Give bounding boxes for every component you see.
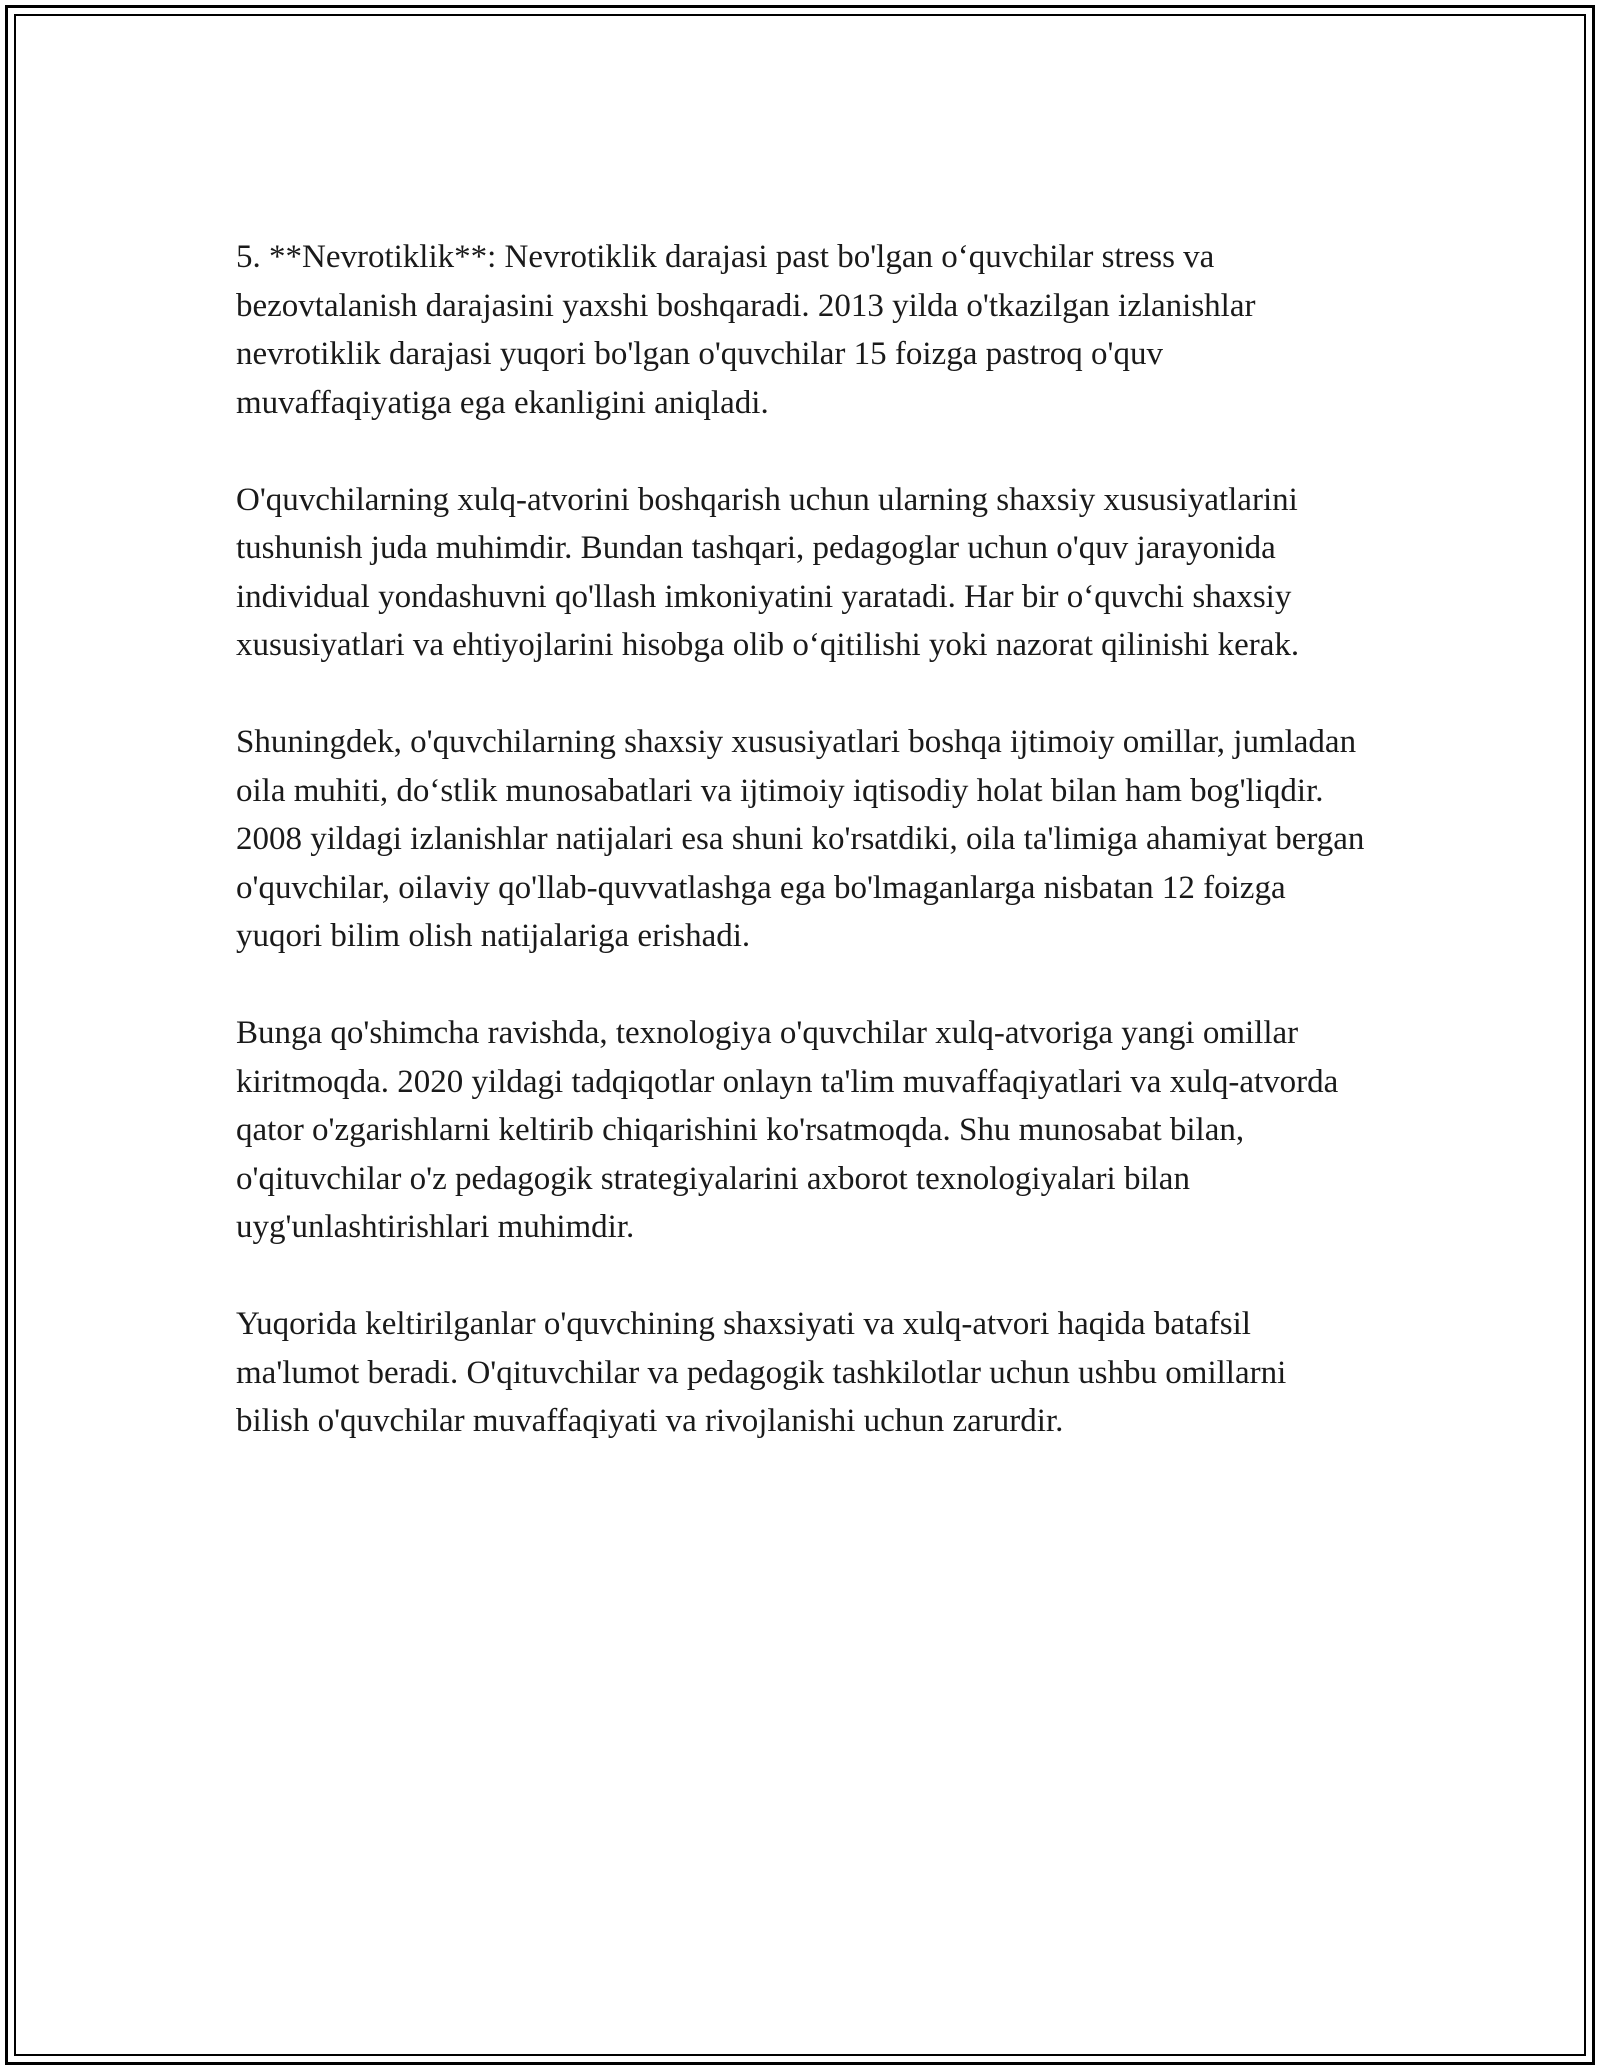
paragraph-technology: Bunga qo'shimcha ravishda, texnologiya o'quvchilar xulq-atvoriga yangi omillar kiritmoqda. 2020 yildagi tadqiqotlar onlayn ta'lim muvaffaqiyatlari va xulq-atvorda qator o'zgarishlarni keltirib chiqarishini ko'rsatmoqda. Shu munosabat bilan, o'qituvchilar o'z pedagogik strategiyalarini axborot texnologiyalari bilan uyg'unlashtirishlari muhimdir. xyxy=(236,1015,1339,1245)
paragraph-social-factors: Shuningdek, o'quvchilarning shaxsiy xususiyatlari boshqa ijtimoiy omillar, jumladan oila muhiti, do‘stlik munosabatlari va ijtimoiy iqtisodiy holat bilan ham bog'liqdir. 2008 yildagi izlanishlar natijalari esa shuni ko'rsatdiki, oila ta'limiga ahamiyat bergan o'quvchilar, oilaviy qo'llab-quvvatlashga ega bo'lmaganlarga nisbatan 12 foizga yuqori bilim olish natijalariga erishadi. xyxy=(236,724,1365,954)
document-body xyxy=(236,233,1366,1494)
paragraph-neuroticism: 5. **Nevrotiklik**: Nevrotiklik darajasi past bo'lgan o‘quvchilar stress va bezovtalanish darajasini yaxshi boshqaradi. 2013 yilda o'tkazilgan izlanishlar nevrotiklik darajasi yuqori bo'lgan o'quvchilar 15 foizga pastroq o'quv muvaffaqiyatiga ega ekanligini aniqladi. xyxy=(236,239,1256,421)
paragraph-conclusion: Yuqorida keltirilganlar o'quvchining shaxsiyati va xulq-atvori haqida batafsil ma'lumot beradi. O'qituvchilar va pedagogik tashkilotlar uchun ushbu omillarni bilish o'quvchilar muvaffaqiyati va rivojlanishi uchun zarurdir. xyxy=(236,1306,1287,1439)
paragraph-behavior-management: O'quvchilarning xulq-atvorini boshqarish uchun ularning shaxsiy xususiyatlarini tushunish juda muhimdir. Bundan tashqari, pedagoglar uchun o'quv jarayonida individual yondashuvni qo'llash imkoniyatini yaratadi. Har bir o‘quvchi shaxsiy xususiyatlari va ehtiyojlarini hisobga olib o‘qitilishi yoki nazorat qilinishi kerak. xyxy=(236,481,1300,663)
